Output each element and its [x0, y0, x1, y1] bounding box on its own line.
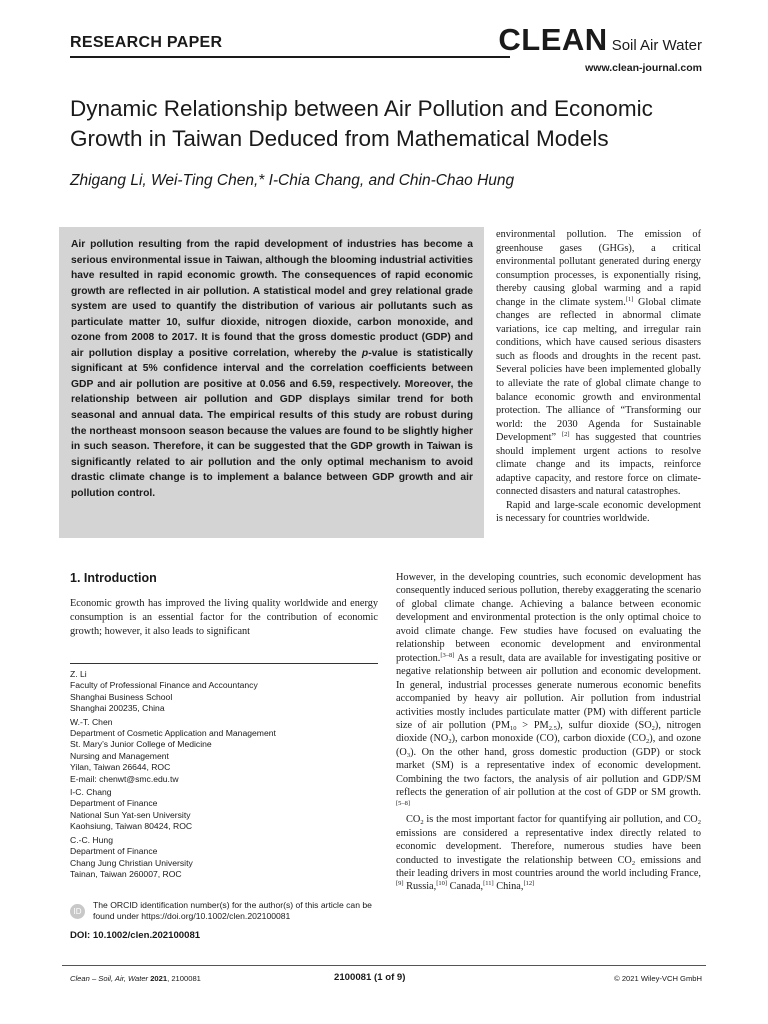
orcid-icon: ID: [70, 904, 85, 919]
orcid-note: [70, 900, 378, 922]
section-heading-introduction: 1. Introduction: [70, 571, 157, 585]
affiliation-divider: [70, 663, 378, 664]
affiliation-block: C.-C. Hung Department of Finance Chang Jung Christian University Tainan, Taiwan 260007, ROC: [70, 834, 193, 879]
paragraph: $CO_2$ is the most important factor for quantifying air pollution, and $CO_2$ emissions are considered a representative index directly related to economic development. Therefore, numerous studies have been conducted to investigate the relationship between $CO_2$ emissions and their leading drivers in most countries around the world including France,[9] Russia,[10] Canada,[11] China,[12]: [396, 814, 701, 893]
abstract-box: [59, 227, 484, 538]
citation[interactable]: [1]: [625, 295, 634, 303]
author-list: Zhigang Li, Wei-Ting Chen,* I-Chia Chang, and Chin-Chao Hung: [70, 172, 515, 189]
intro-paragraph: Economic growth has improved the living quality worldwide and energy consumption is an essential factor for the contribution of economic growth; however, it also leads to significant: [70, 598, 378, 638]
citation[interactable]: [12]: [523, 880, 535, 888]
citation[interactable]: [10]: [436, 880, 448, 888]
copyright: © 2021 Wiley-VCH GmbH: [614, 974, 702, 983]
affiliation-block: I-C. Chang Department of Finance National Sun Yat-sen University Kaohsiung, Taiwan 80424, ROC: [70, 787, 193, 832]
affiliation-block: W.-T. Chen Department of Cosmetic Application and Management St. Mary’s Junior College of Medicine Nursing and Management Yilan, Taiwan 26644, ROC E-mail: chenwt@smc.edu.tw: [70, 717, 378, 785]
citation[interactable]: [11]: [483, 880, 494, 888]
citation[interactable]: [9]: [396, 880, 404, 888]
header-divider: [70, 56, 510, 58]
orcid-text[interactable]: The ORCID identification number(s) for the author(s) of this article can be found under https://doi.org/10.1002/clen.202100081: [93, 900, 372, 921]
citation[interactable]: [3–8]: [440, 651, 455, 659]
article-title: Dynamic Relationship between Air Pollution and Economic Growth in Taiwan Deduced from Mathematical Models: [70, 96, 653, 151]
paragraph: Rapid and large-scale economic development is necessary for countries worldwide.: [496, 499, 701, 525]
footer-divider: [62, 965, 706, 966]
abstract-text: Air pollution resulting from the rapid development of industries has become a serious environmental issue in Taiwan, although the blooming industrial activities have resulted in rapid economic growth. The consequences of rapid economic growth are reflected in air pollution. A statistical model and grey relational grade system are used to quantify the distribution of various air pollutants such as particulate matter 10, sulfur dioxide, nitrogen dioxide, carbon monoxide, and ozone from 2008 to 2017. It is found that the gross domestic product (GDP) and air pollution display a positive correlation, whereby the p-value is statistically significant at 5% confidence interval and the correlation coefficients between GDP and air pollution are positive at 0.056 and 6.59, respectively. Moreover, the relationship between air pollution and GDP displays similar trend for both seasonal and annual data. The empirical results of this study are robust during the northeast monsoon season because the values are found to be slightly higher in such season. Therefore, it can be suggested that the GDP growth in Taiwan is significantly related to air pollution and the only optimal mechanism to avoid drastic climate change is to implement a balance between GDP growth and air pollution control.: [71, 239, 473, 499]
page-number: 2100081 (1 of 9): [334, 972, 406, 983]
brand-subtitle: Soil Air Water: [611, 37, 702, 54]
affiliations: [70, 669, 378, 882]
footer-citation: Clean – Soil, Air, Water 2021, 2100081: [70, 974, 201, 983]
citation[interactable]: [5–8]: [396, 799, 411, 807]
brand-name: CLEAN: [498, 22, 608, 57]
journal-url[interactable]: www.clean-journal.com: [585, 62, 702, 74]
paragraph: environmental pollution. The emission of greenhouse gases (GHGs), a critical environmental pollutant generated during energy consumption processes, is exponentially rising, thereby causing global warming and a rapid change in the climate system.[1] Global climate changes are reflected in abnormal climate variations, ice cap melting, and irregular rain conditions, which have caused serious disasters such as floods and droughts in the recent past. Several policies have been implemented globally to alleviate the rate of global climate change to balance economic growth and environmental protection. The alliance of “Transforming our world: the 2030 Agenda for Sustainable Development” [2] has suggested that countries should implement urgent actions to resolve climate change and its impacts, reinforce adaptive capacity, and restore force on climate-connected disasters and natural catastrophes.: [496, 229, 701, 498]
doi-link[interactable]: DOI: 10.1002/clen.202100081: [70, 930, 201, 941]
wide-column-text: [396, 571, 701, 894]
section-label: RESEARCH PAPER: [70, 34, 223, 51]
affiliation-block: Z. Li Faculty of Professional Finance and Accountancy Shanghai Business School Shanghai 200235, China: [70, 669, 258, 714]
right-column-text: [496, 228, 701, 526]
author-email[interactable]: E-mail: chenwt@smc.edu.tw: [70, 773, 179, 784]
journal-brand: [498, 22, 702, 58]
paragraph: However, in the developing countries, such economic development has consequently induced serious pollution, thereby exaggerating the scenario of global climate change. Achieving a balance between economic development and environmental protection is the only optimal choice to avoid climate change. Few studies have focused on evaluating the relationship between economic development and environmental protection.[3–8] As a result, data are available for investigating positive or negative relationship between air pollution and economic development. In general, industrial processes generate numerous economic benefits accompanied by heavy air pollution. Air pollution from industrial activities mostly includes particulate matter (PM) with different particle size of air pollution $(PM_{10} > PM_{2.5})$, sulfur dioxide $(SO_2)$, nitrogen dioxide $(NO_2)$, carbon monoxide (CO), carbon dioxide $(CO_2)$, and ozone $(O_3)$. On the other hand, gross domestic production (GDP) or stock market (SM) is a representative index of economic development. Combining the two factors, the analysis of air pollution and GDP/SM reflects the generation of air pollution at the cost of GDP or SM growth.[5–8]: [396, 572, 702, 807]
citation[interactable]: [2]: [562, 431, 570, 439]
